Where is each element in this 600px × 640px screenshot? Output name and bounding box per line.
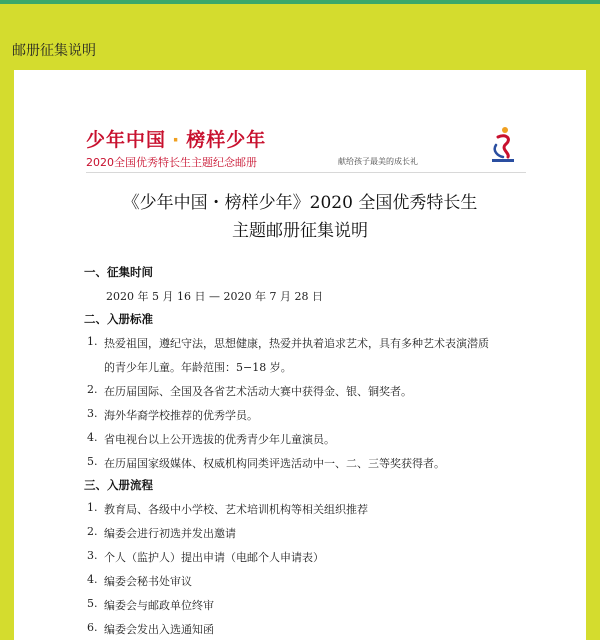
header-divider [86, 172, 526, 173]
brand-header [86, 125, 266, 170]
section-heading: 三、入册流程 [84, 478, 153, 492]
list-item-continuation: 的青少年儿童。年龄范围：5−18 岁。 [104, 361, 292, 374]
list-item: 在历届国家级媒体、权威机构同类评选活动中一、二、三等奖获得者。 [104, 457, 445, 470]
section-heading: 二、入册标准 [84, 312, 153, 326]
list-item-number: 5. [87, 597, 98, 610]
list-item-number: 2. [87, 383, 98, 396]
list-item-number: 4. [87, 573, 98, 586]
brand-logo-icon [488, 123, 518, 163]
list-item: 在历届国际、全国及各省艺术活动大赛中获得金、银、铜奖者。 [104, 385, 412, 398]
brand-subtitle: 2020全国优秀特长生主题纪念邮册 [86, 156, 257, 169]
document-title-line2: 主题邮册征集说明 [232, 221, 368, 241]
list-item-number: 1. [87, 501, 98, 514]
list-item-number: 6. [87, 621, 98, 634]
list-item: 教育局、各级中小学校、艺术培训机构等相关组织推荐 [104, 503, 368, 516]
list-item-number: 3. [87, 407, 98, 420]
list-item: 编委会与邮政单位终审 [104, 599, 214, 612]
list-item-number: 3. [87, 549, 98, 562]
collection-period: 2020 年 5 月 16 日 — 2020 年 7 月 28 日 [106, 290, 323, 303]
document-page [14, 70, 586, 640]
list-item-number: 5. [87, 455, 98, 468]
document-title-line1: 《少年中国・榜样少年》2020 全国优秀特长生 [122, 193, 478, 213]
list-item: 编委会进行初选并发出邀请 [104, 527, 236, 540]
brand-title-part2: 榜样少年 [186, 129, 267, 151]
top-accent-strip [0, 0, 600, 4]
brand-title-dot: · [172, 129, 181, 151]
list-item: 热爱祖国，遵纪守法，思想健康，热爱并执着追求艺术，具有多种艺术表演潜质 [104, 337, 489, 350]
section-heading: 一、征集时间 [84, 265, 153, 279]
list-item: 编委会秘书处审议 [104, 575, 192, 588]
brand-title [86, 125, 266, 152]
brand-slogan: 献给孩子最美的成长礼 [338, 157, 418, 166]
list-item-number: 1. [87, 335, 98, 348]
list-item: 个人（监护人）提出申请（电邮个人申请表） [104, 551, 324, 564]
list-item-number: 4. [87, 431, 98, 444]
brand-title-part1: 少年中国 [86, 129, 167, 151]
list-item: 省电视台以上公开选拔的优秀青少年儿童演员。 [104, 433, 335, 446]
list-item: 编委会发出入选通知函 [104, 623, 214, 636]
list-item: 海外华裔学校推荐的优秀学员。 [104, 409, 258, 422]
list-item-number: 2. [87, 525, 98, 538]
section-label: 邮册征集说明 [12, 43, 96, 59]
